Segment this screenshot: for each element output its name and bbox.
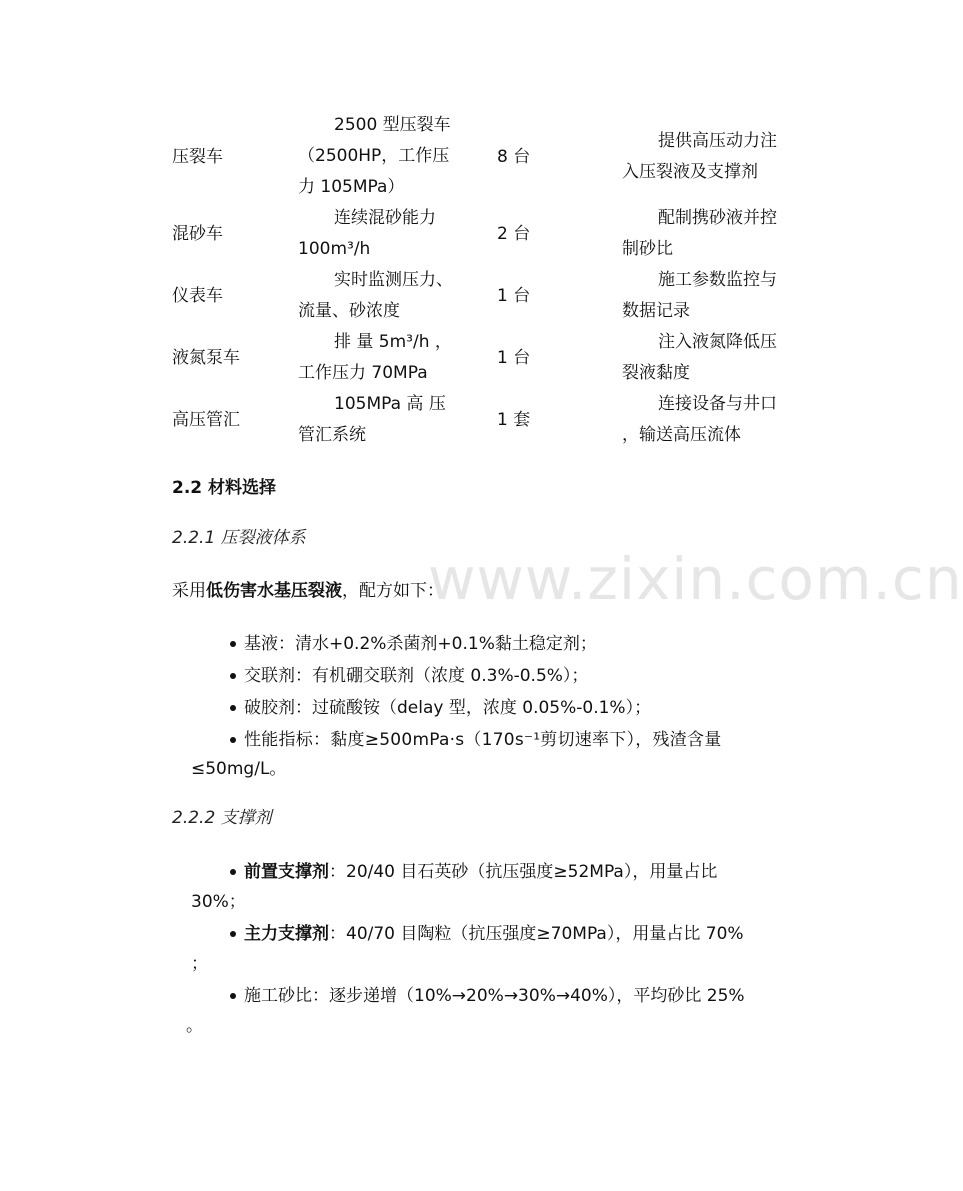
table-cell-name: 混砂车 [172, 224, 223, 244]
bullet-icon [230, 705, 236, 711]
table-cell-name: 液氮泵车 [172, 348, 240, 368]
table-cell-qty: 1 台 [497, 348, 531, 368]
bullet-icon [230, 993, 236, 999]
intro-emphasis: 低伤害水基压裂液 [206, 581, 342, 601]
list-item-continuation: ≤50mg/L。 [191, 759, 287, 779]
list-item: 性能指标：黏度≥500mPa·s（170s⁻¹剪切速率下），残渣含量 [244, 730, 722, 750]
list-item-continuation: 30%； [191, 892, 246, 912]
subsection-heading: 2.2.2 支撑剂 [172, 808, 272, 828]
table-cell-spec: 实时监测压力、 流量、砂浓度 [298, 270, 453, 321]
bullet-icon [230, 869, 236, 875]
bullet-icon [230, 737, 236, 743]
table-cell-function: 提供高压动力注 入压裂液及支撑剂 [622, 131, 777, 182]
table-cell-name: 高压管汇 [172, 410, 240, 430]
section-heading: 2.2 材料选择 [172, 478, 277, 498]
table-cell-name: 仪表车 [172, 286, 223, 306]
table-cell-function: 连接设备与井口 ，输送高压流体 [622, 394, 777, 445]
intro-paragraph: 采用低伤害水基压裂液，配方如下： [172, 581, 444, 601]
bullet-icon [230, 931, 236, 937]
list-item: 基液：清水+0.2%杀菌剂+0.1%黏土稳定剂； [244, 634, 597, 654]
table-cell-qty: 8 台 [497, 147, 531, 167]
table-cell-spec: 排 量 5m³/h ， 工作压力 70MPa [298, 332, 452, 383]
bullet-icon [230, 641, 236, 647]
list-item: 前置支撑剂：20/40 目石英砂（抗压强度≥52MPa），用量占比 [244, 862, 718, 882]
list-item-continuation: ； [191, 954, 208, 974]
list-item-continuation: 。 [186, 1016, 203, 1036]
bullet-icon [230, 673, 236, 679]
table-cell-qty: 1 台 [497, 286, 531, 306]
table-cell-spec: 105MPa 高 压 管汇系统 [298, 394, 446, 445]
watermark: www.zixin.com.cn [428, 545, 963, 613]
list-item: 交联剂：有机硼交联剂（浓度 0.3%-0.5%）； [244, 666, 589, 686]
table-cell-qty: 2 台 [497, 224, 531, 244]
table-cell-function: 注入液氮降低压 裂液黏度 [622, 332, 777, 383]
table-cell-function: 施工参数监控与 数据记录 [622, 270, 777, 321]
table-cell-name: 压裂车 [172, 147, 223, 167]
subsection-heading: 2.2.1 压裂液体系 [172, 528, 306, 548]
table-cell-spec: 连续混砂能力 100m³/h [298, 208, 436, 259]
list-item: 主力支撑剂：40/70 目陶粒（抗压强度≥70MPa），用量占比 70% [244, 924, 744, 944]
list-item: 施工砂比：逐步递增（10%→20%→30%→40%），平均砂比 25% [244, 986, 745, 1006]
table-cell-spec: 2500 型压裂车 （2500HP，工作压 力 105MPa） [298, 115, 451, 197]
table-cell-qty: 1 套 [497, 410, 531, 430]
table-cell-function: 配制携砂液并控 制砂比 [622, 208, 777, 259]
list-item: 破胶剂：过硫酸铵（delay 型，浓度 0.05%-0.1%）； [244, 698, 652, 718]
